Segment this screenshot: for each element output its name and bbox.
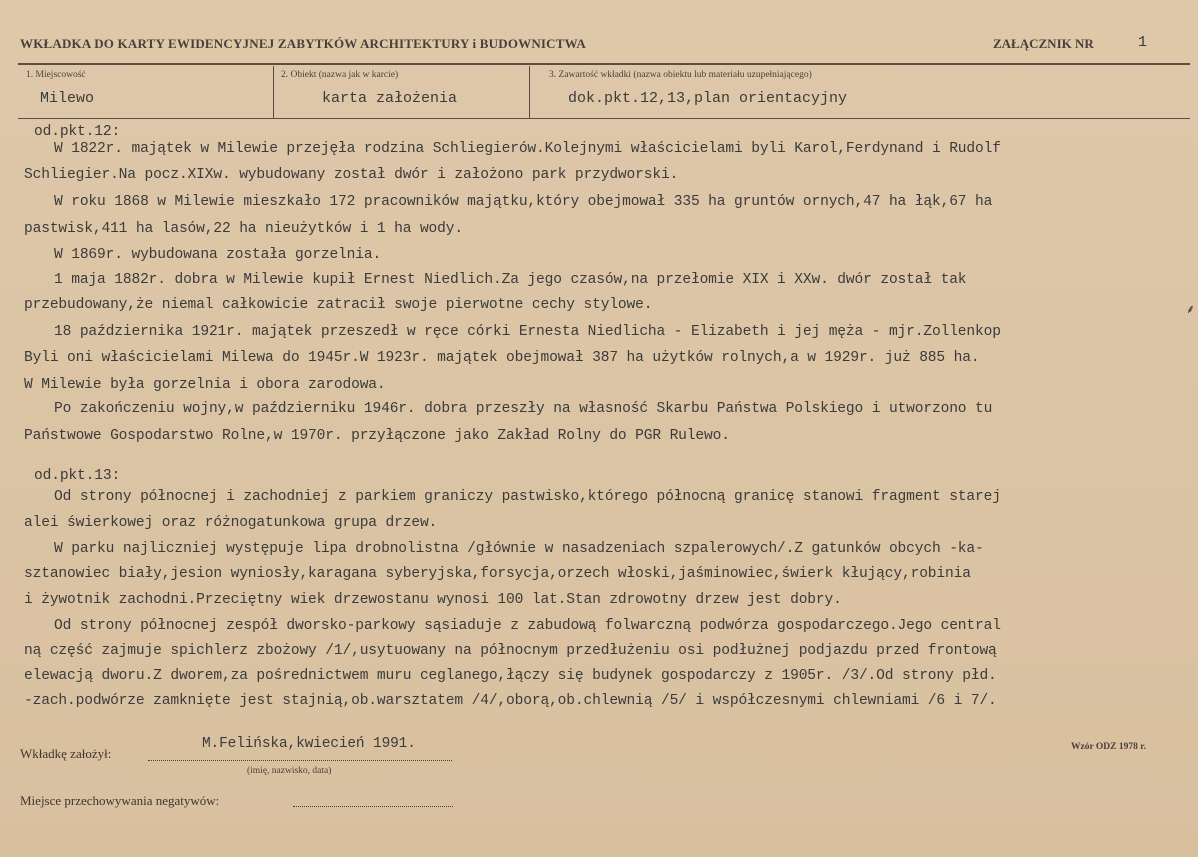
body-line: W roku 1868 w Milewie mieszkało 172 pracowników majątku,który obejmował 335 ha gruntów ornych,47 ha łąk,67 ha [54,194,993,210]
field-value-locality: Milewo [40,90,95,107]
body-line: i żywotnik zachodni.Przeciętny wiek drzewostanu wynosi 100 lat.Stan zdrowotny drzew jest dobry. [24,592,842,608]
margin-mark: ⸙ [1186,302,1196,316]
annex-label: ZAŁĄCZNIK NR [993,36,1094,51]
body-line: Byli oni właścicielami Milewa do 1945r.W 1923r. majątek obejmował 387 ha użytków rolnych,a w 1929r. już 885 ha. [24,350,980,366]
field-divider-1 [273,66,274,118]
body-line: sztanowiec biały,jesion wyniosły,karagana syberyjska,forsycja,orzech włoski,jaśminowiec,świerk kłujący,robinia [24,566,971,582]
body-line: Państwowe Gospodarstwo Rolne,w 1970r. przyłączone jako Zakład Rolny do PGR Rulewo. [24,428,730,444]
author-dotline [148,760,452,761]
fields-bottom-rule [18,118,1190,119]
field-divider-2 [529,66,530,118]
field-label-locality: 1. Miejscowość [26,70,86,80]
body-line: -zach.podwórze zamknięte jest stajnią,ob.warsztatem /4/,oborą,ob.chlewnią /5/ i współczesnymi chlewniami /6 i 7/. [24,693,997,709]
field-label-contents: 3. Zawartość wkładki (nazwa obiektu lub materiału uzupełniającego) [549,70,812,80]
negatives-label: Miejsce przechowywania negatywów: [20,793,220,808]
section-heading-12: od.pkt.12: [34,124,121,140]
section-heading-13: od.pkt.13: [34,468,121,484]
body-line: W Milewie była gorzelnia i obora zarodowa. [24,377,386,393]
body-line: W parku najliczniej występuje lipa drobnolistna /głównie w nasadzeniach szpalerowych/.Z gatunków obcych -ka- [54,541,984,557]
body-line: alei świerkowej oraz różnogatunkowa grupa drzew. [24,515,438,531]
field-value-contents: dok.pkt.12,13,plan orientacyjny [568,90,848,107]
annex-number: 1 [1138,34,1148,51]
form-reference: Wzór ODZ 1978 r. [1071,742,1146,752]
field-label-object: 2. Obiekt (nazwa jak w karcie) [281,70,399,80]
body-line: Od strony północnej i zachodniej z parkiem graniczy pastwisko,którego północną granicę stanowi fragment starej [54,489,1001,505]
body-line: Schliegier.Na pocz.XIXw. wybudowany został dwór i założono park przydworski. [24,167,679,183]
author-sublabel: (imię, nazwisko, data) [247,766,332,776]
body-line: przebudowany,że niemal całkowicie zatracił swoje pierwotne cechy stylowe. [24,297,653,313]
body-line: elewacją dworu.Z dworem,za pośrednictwem muru ceglanego,łączy się budynek gospodarczy z 1905r. /3/.Od strony płd. [24,668,997,684]
header-rule [18,63,1190,65]
body-line: Po zakończeniu wojny,w październiku 1946r. dobra przeszły na własność Skarbu Państwa Polskiego i utworzono tu [54,401,993,417]
body-line: 1 maja 1882r. dobra w Milewie kupił Ernest Niedlich.Za jego czasów,na przełomie XIX i XXw. dwór został tak [54,272,967,288]
author-value: M.Felińska,kwiecień 1991. [202,736,416,752]
negatives-dotline [293,806,453,807]
body-line: 18 października 1921r. majątek przeszedł w ręce córki Ernesta Niedlicha - Elizabeth i jej męża - mjr.Zollenkop [54,324,1001,340]
body-line: Od strony północnej zespół dworsko-parkowy sąsiaduje z zabudową folwarczną podwórza gospodarczego.Jego central [54,618,1001,634]
body-line: pastwisk,411 ha lasów,22 ha nieużytków i 1 ha wody. [24,221,463,237]
card-title: WKŁADKA DO KARTY EWIDENCYJNEJ ZABYTKÓW ARCHITEKTURY i BUDOWNICTWA [20,36,586,51]
field-value-object: karta założenia [322,90,458,107]
body-line: ną część zajmuje spichlerz zbożowy /1/,usytuowany na północnym przedłużeniu osi podłużnej podjazdu przed frontową [24,643,997,659]
author-label: Wkładkę założył: [20,746,112,761]
body-line: W 1822r. majątek w Milewie przejęła rodzina Schliegierów.Kolejnymi właścicielami byli Karol,Ferdynand i Rudolf [54,141,1001,157]
body-line: W 1869r. wybudowana została gorzelnia. [54,247,382,263]
